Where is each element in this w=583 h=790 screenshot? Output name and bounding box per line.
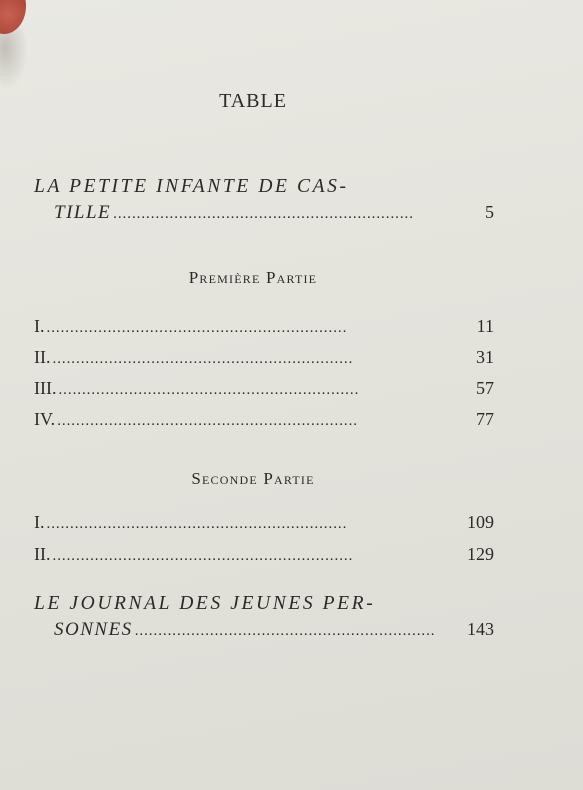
- dot-leader: [47, 320, 455, 337]
- toc-row[interactable]: [34, 409, 494, 430]
- entry-title-line2: SONNES: [54, 619, 133, 640]
- page-number: 31: [476, 347, 494, 367]
- entry-title-line1: LE JOURNAL DES JEUNES PER-: [34, 593, 376, 614]
- part-heading-seconde: Seconde Partie: [191, 469, 315, 488]
- toc-row[interactable]: [34, 378, 494, 399]
- toc-row[interactable]: [34, 512, 494, 533]
- toc-entry-journal[interactable]: [34, 593, 494, 641]
- dot-leader: [53, 351, 455, 368]
- entry-title-line1: LA PETITE INFANTE DE CAS-: [34, 176, 349, 197]
- page-number: 143: [467, 619, 494, 639]
- dot-leader: [58, 382, 454, 399]
- dot-leader: [53, 548, 455, 565]
- dot-leader: [57, 413, 454, 430]
- chapter-label: I.: [34, 512, 45, 532]
- page-title: TABLE: [219, 90, 287, 112]
- page-number: 77: [476, 409, 494, 429]
- dot-leader: [47, 516, 455, 533]
- entry-title-line2: TILLE: [54, 202, 112, 223]
- page-number: 129: [467, 544, 494, 564]
- page-number: 11: [476, 316, 494, 336]
- toc-row[interactable]: [34, 347, 494, 368]
- entry-title-line2-row: [54, 202, 494, 224]
- part-heading-premiere: Première Partie: [188, 268, 318, 287]
- dot-leader: [113, 206, 454, 223]
- chapter-label: I.: [34, 316, 45, 336]
- chapter-label: II.: [34, 544, 51, 564]
- toc-row[interactable]: [34, 544, 494, 565]
- chapter-label: IV.: [34, 409, 56, 429]
- page-number: 57: [476, 378, 494, 398]
- page-number: 109: [467, 512, 494, 532]
- chapter-label: II.: [34, 347, 51, 367]
- entry-title-line2-row: [54, 619, 494, 641]
- dot-leader: [135, 623, 454, 640]
- chapter-label: III.: [34, 378, 57, 398]
- toc-entry-infante[interactable]: [34, 176, 494, 224]
- toc-row[interactable]: [34, 316, 494, 337]
- page-number: 5: [485, 202, 494, 222]
